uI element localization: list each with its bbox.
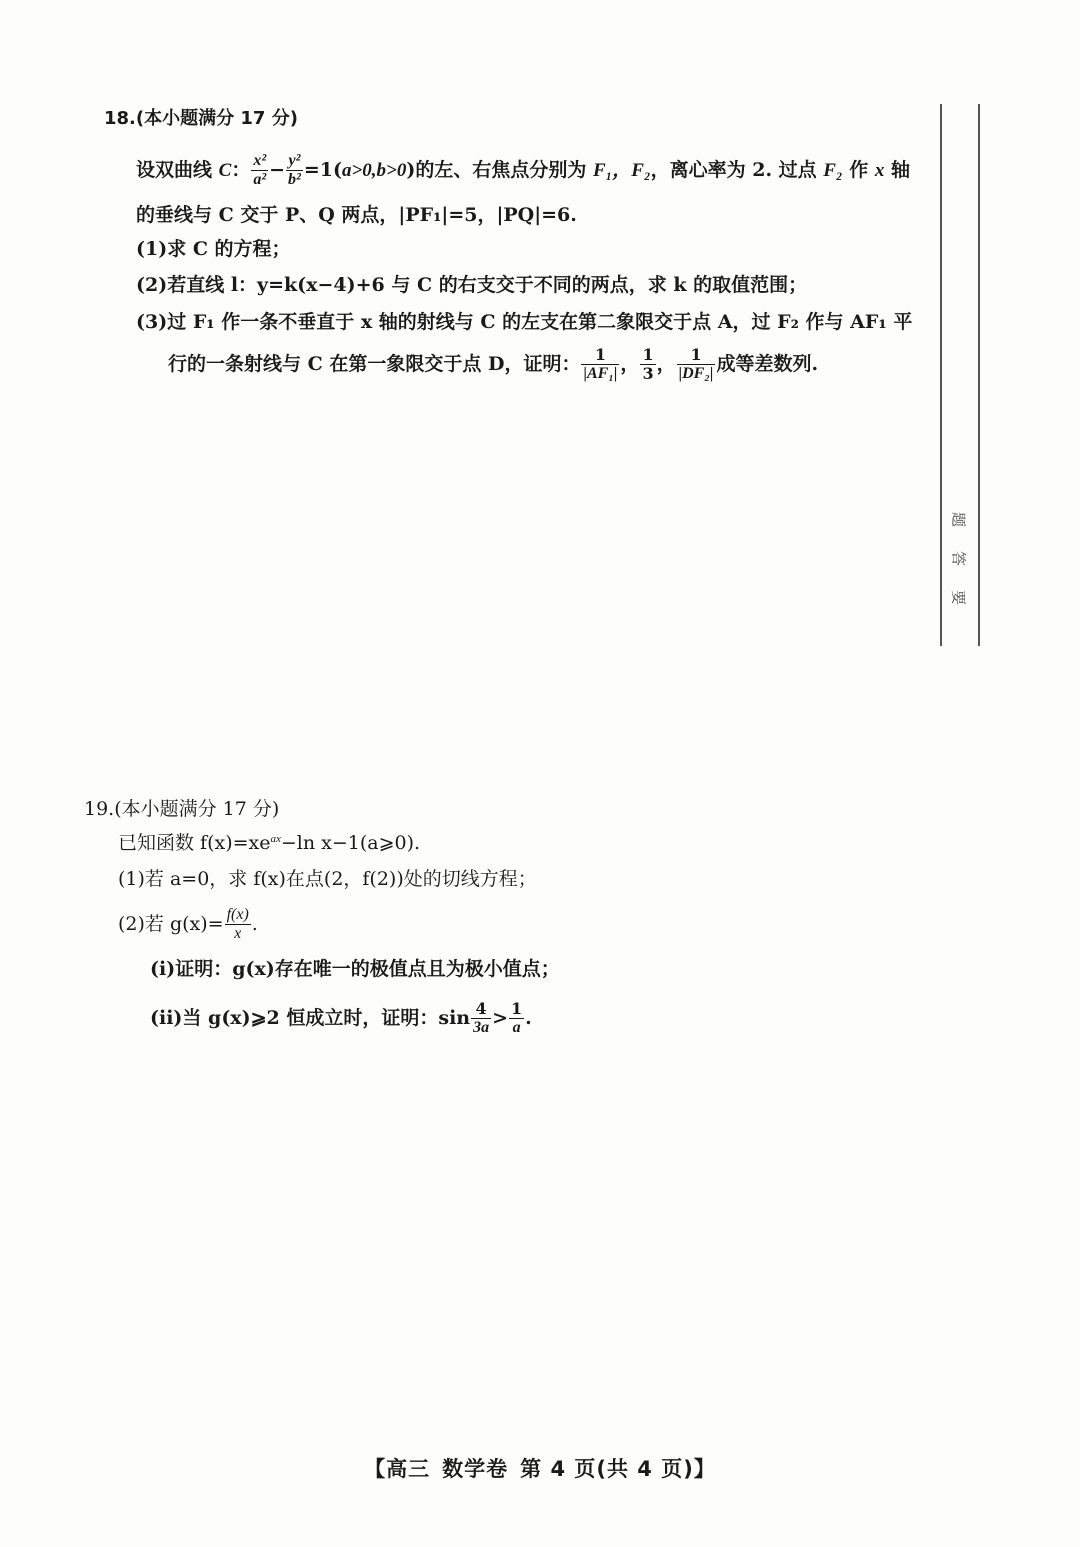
question-19-part-2 [118, 906, 258, 944]
denominator: a [512, 1019, 521, 1037]
stem-text: (ii)当 g(x)⩾2 恒成立时，证明：sin [150, 1006, 471, 1029]
stem-text: ，离心率为 2. 过点 [650, 158, 824, 181]
separator: ， [656, 352, 676, 375]
fraction-4-3a [471, 1000, 491, 1038]
numerator: 1 [642, 345, 654, 364]
stem-text: )的左、右焦点分别为 [406, 158, 593, 181]
fraction-1-3 [640, 346, 655, 384]
question-19-header [84, 800, 279, 819]
footer-grade: 【高三 [364, 1457, 431, 1481]
denominator: 3a [473, 1019, 490, 1037]
question-number: 18. [104, 108, 136, 129]
stem-text: 作 [842, 158, 875, 181]
stem-text: 成等差数列. [716, 352, 819, 375]
footer-subject: 数学卷 [442, 1457, 509, 1481]
fraction-y2-b2 [286, 152, 303, 190]
stem-text: −ln x−1(a⩾0). [280, 832, 421, 854]
question-number: 19. [84, 798, 115, 820]
binding-margin-note [948, 500, 968, 617]
denominator: a² [253, 171, 267, 189]
fraction-1-a [509, 1000, 524, 1038]
question-19-part-1: (1)若 a=0，求 f(x)在点(2，f(2))处的切线方程； [118, 868, 537, 890]
stem-text: 已知函数 f(x)=xe [118, 832, 271, 854]
stem-text: ： [231, 158, 251, 181]
question-19-sub-2 [150, 1000, 532, 1038]
page-footer [0, 1453, 1080, 1483]
denominator: 3 [642, 364, 654, 384]
axis-label: x [874, 159, 885, 181]
fraction-x2-a2 [251, 152, 268, 190]
denominator: b² [288, 171, 301, 189]
denominator: x [234, 925, 242, 943]
comparison-sign: > [492, 1006, 509, 1029]
numerator: 1 [581, 346, 619, 365]
question-18-part-3-line-1: (3)过 F₁ 作一条不垂直于 x 轴的射线与 C 的左支在第二象限交于点 A，过 F₂ 作与 AF₁ 平 [136, 311, 913, 333]
question-19-sub-1: (i)证明：g(x)存在唯一的极值点且为极小值点； [150, 958, 560, 980]
stem-text: . [251, 912, 258, 935]
exponent: ax [270, 833, 281, 845]
question-19-stem [118, 834, 420, 853]
numerator: 1 [677, 346, 716, 365]
question-18-header [104, 110, 298, 128]
score-note: (本小题满分 17 分) [114, 798, 280, 820]
numerator: 1 [511, 999, 523, 1018]
curve-name: C [218, 159, 232, 181]
stem-text: 设双曲线 [136, 158, 219, 181]
numerator: f(x) [225, 906, 251, 925]
stem-text: a>0,b>0 [341, 159, 407, 181]
separator: ， [620, 352, 640, 375]
question-18-part-3-line-2 [168, 346, 818, 384]
score-note: (本小题满分 17 分) [135, 108, 298, 129]
question-18-stem-line-2: 的垂线与 C 交于 P、Q 两点，|PF₁|=5，|PQ|=6. [136, 204, 577, 226]
margin-char: 要 [949, 589, 968, 605]
focus-label: F₂ [823, 159, 843, 181]
stem-text: =1( [303, 158, 342, 181]
question-18-part-2: (2)若直线 l：y=k(x−4)+6 与 C 的右支交于不同的两点，求 k 的取值范围； [136, 274, 808, 296]
margin-char: 题 [949, 511, 968, 527]
footer-page-number: 第 4 页(共 4 页)】 [520, 1457, 716, 1481]
margin-char: 答 [949, 550, 968, 566]
numerator: y² [286, 152, 303, 171]
stem-text: (2)若 g(x)= [118, 912, 224, 935]
fraction-fx-x [225, 906, 251, 944]
stem-text: . [525, 1006, 532, 1029]
foci-label: F₁，F₂ [593, 159, 651, 181]
numerator: x² [251, 152, 268, 171]
denominator: |AF₁| [583, 365, 618, 383]
question-18-part-1: (1)求 C 的方程； [136, 238, 291, 260]
denominator: |DF₂| [678, 365, 714, 383]
question-18-stem-line-1: 设双曲线 C： $\frac{\text{x²}}{\text{a²}}$ − $\frac{\text{y²}}{\text{b²}}$ =1(a>0,b>0)的左、右焦点分别为 F₁，F₂，离心率为 2. 过点 F₂ 作 x 轴 [136, 152, 910, 189]
stem-text: 轴 [884, 158, 910, 181]
fraction-1-DF2 [677, 346, 716, 384]
stem-text: 行的一条射线与 C 在第一象限交于点 D，证明： [168, 352, 581, 375]
numerator: 4 [471, 1000, 491, 1019]
fraction-1-AF1 [581, 346, 619, 384]
